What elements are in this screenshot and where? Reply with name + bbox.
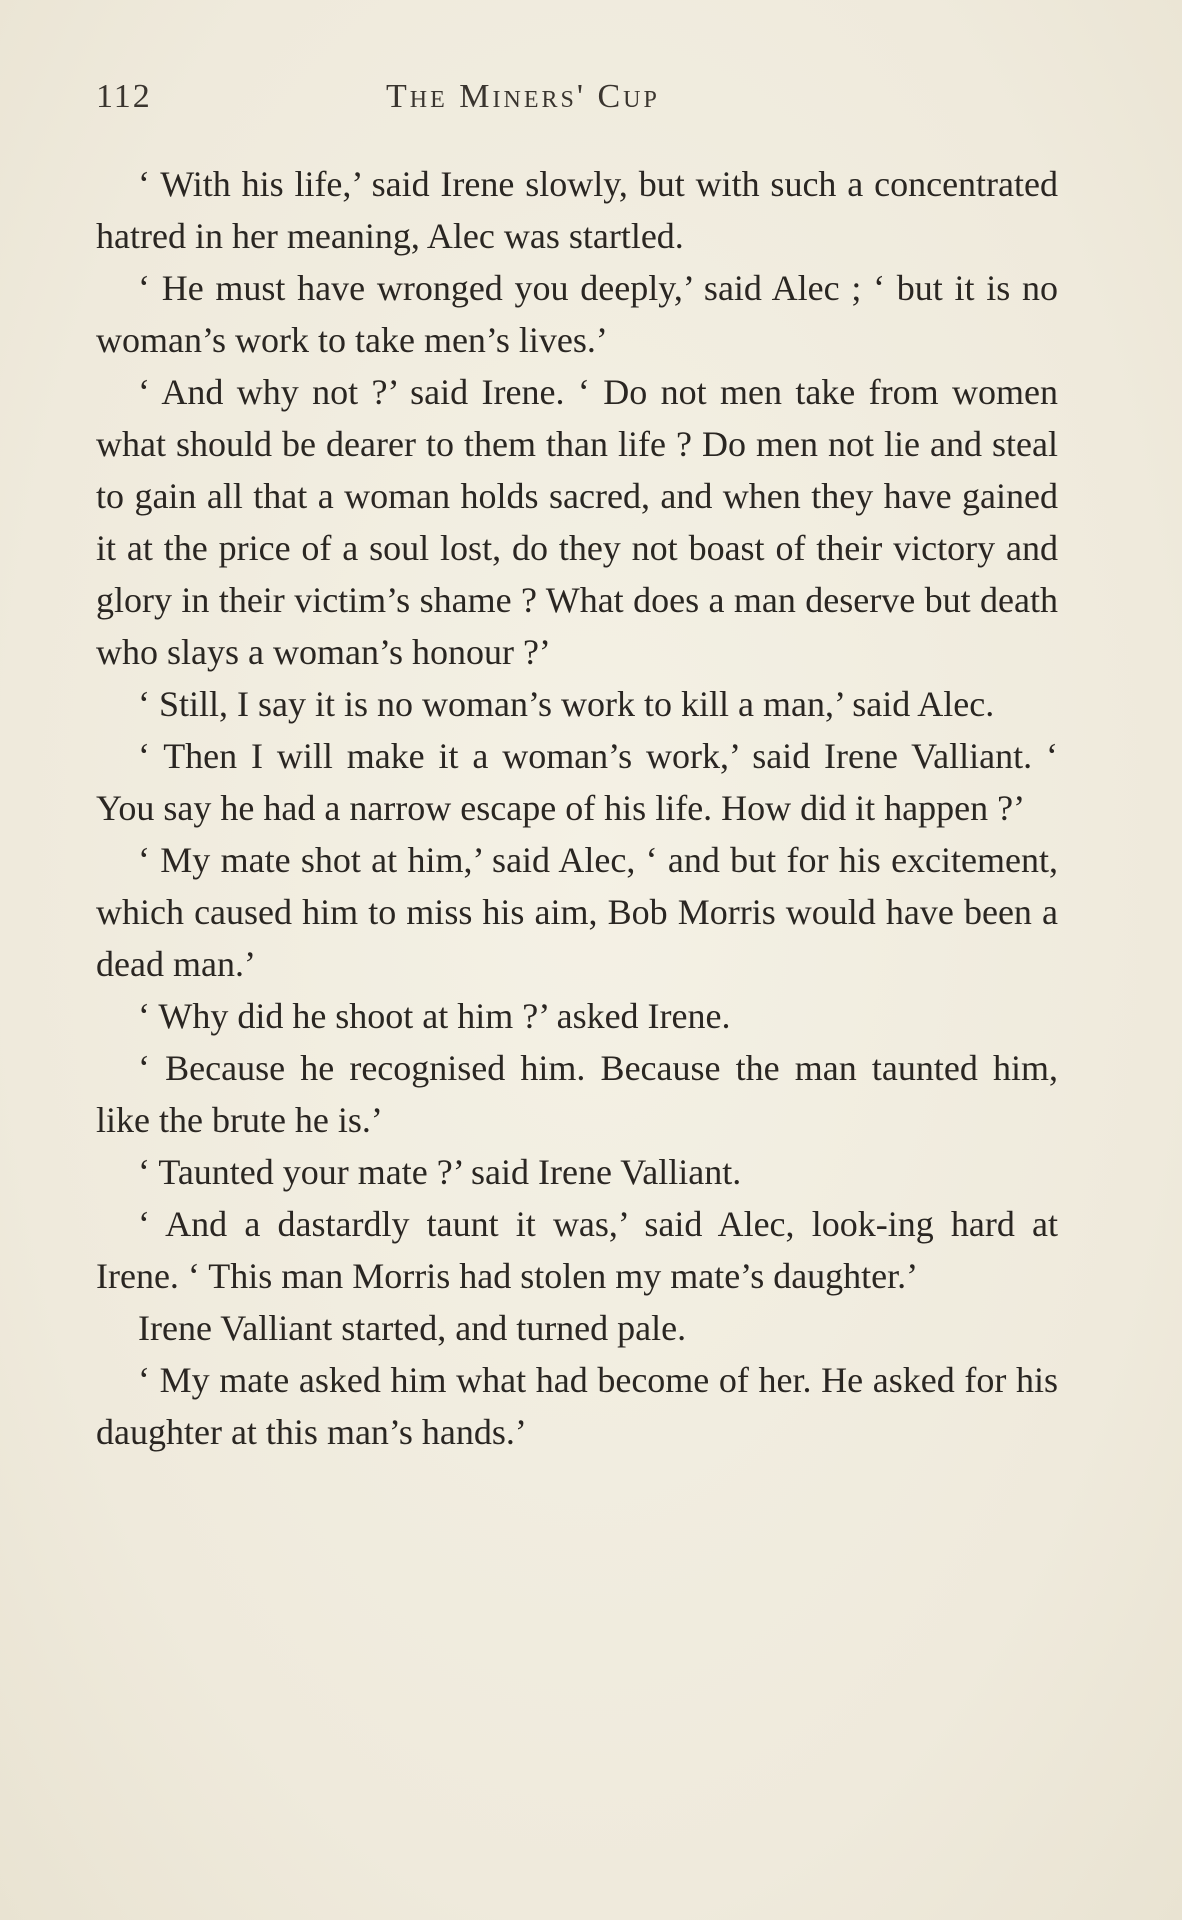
paragraph: ‘ Taunted your mate ?’ said Irene Valliant. <box>138 1152 742 1192</box>
paragraph: ‘ Because he recognised him. Because the man taunted him, like the brute he is.’ <box>96 1048 1058 1140</box>
body-text <box>96 158 1058 1458</box>
paragraph: ‘ Why did he shoot at him ?’ asked Irene. <box>138 996 731 1036</box>
paragraph: ‘ My mate shot at him,’ said Alec, ‘ and but for his excitement, which caused him to miss his aim, Bob Morris would have been a dead man.’ <box>96 840 1058 984</box>
paragraph: ‘ With his life,’ said Irene slowly, but with such a concentrated hatred in her meaning, Alec was startled. <box>96 164 1058 256</box>
page-number: 112 <box>96 78 152 115</box>
paragraph: ‘ And a dastardly taunt it was,’ said Alec, look-ing hard at Irene. ‘ This man Morris had stolen my mate’s daughter.’ <box>96 1204 1058 1296</box>
running-title: The Miners' Cup <box>386 78 660 115</box>
paragraph: ‘ Still, I say it is no woman’s work to kill a man,’ said Alec. <box>138 684 995 724</box>
paragraph: ‘ My mate asked him what had become of her. He asked for his daughter at this man’s hands.’ <box>96 1360 1058 1452</box>
paragraph: Irene Valliant started, and turned pale. <box>138 1308 687 1348</box>
paragraph: ‘ And why not ?’ said Irene. ‘ Do not men take from women what should be dearer to them than life ? Do men not lie and steal to gain all that a woman holds sacred, and when they have gained it at the price of a soul lost, do they not boast of their victory and glory in their victim’s shame ? What does a man deserve but death who slays a woman’s honour ?’ <box>96 372 1058 672</box>
page-header <box>96 78 1058 130</box>
paragraph: ‘ Then I will make it a woman’s work,’ said Irene Valliant. ‘ You say he had a narrow escape of his life. How did it happen ?’ <box>96 736 1058 828</box>
paragraph: ‘ He must have wronged you deeply,’ said Alec ; ‘ but it is no woman’s work to take men’s lives.’ <box>96 268 1058 360</box>
